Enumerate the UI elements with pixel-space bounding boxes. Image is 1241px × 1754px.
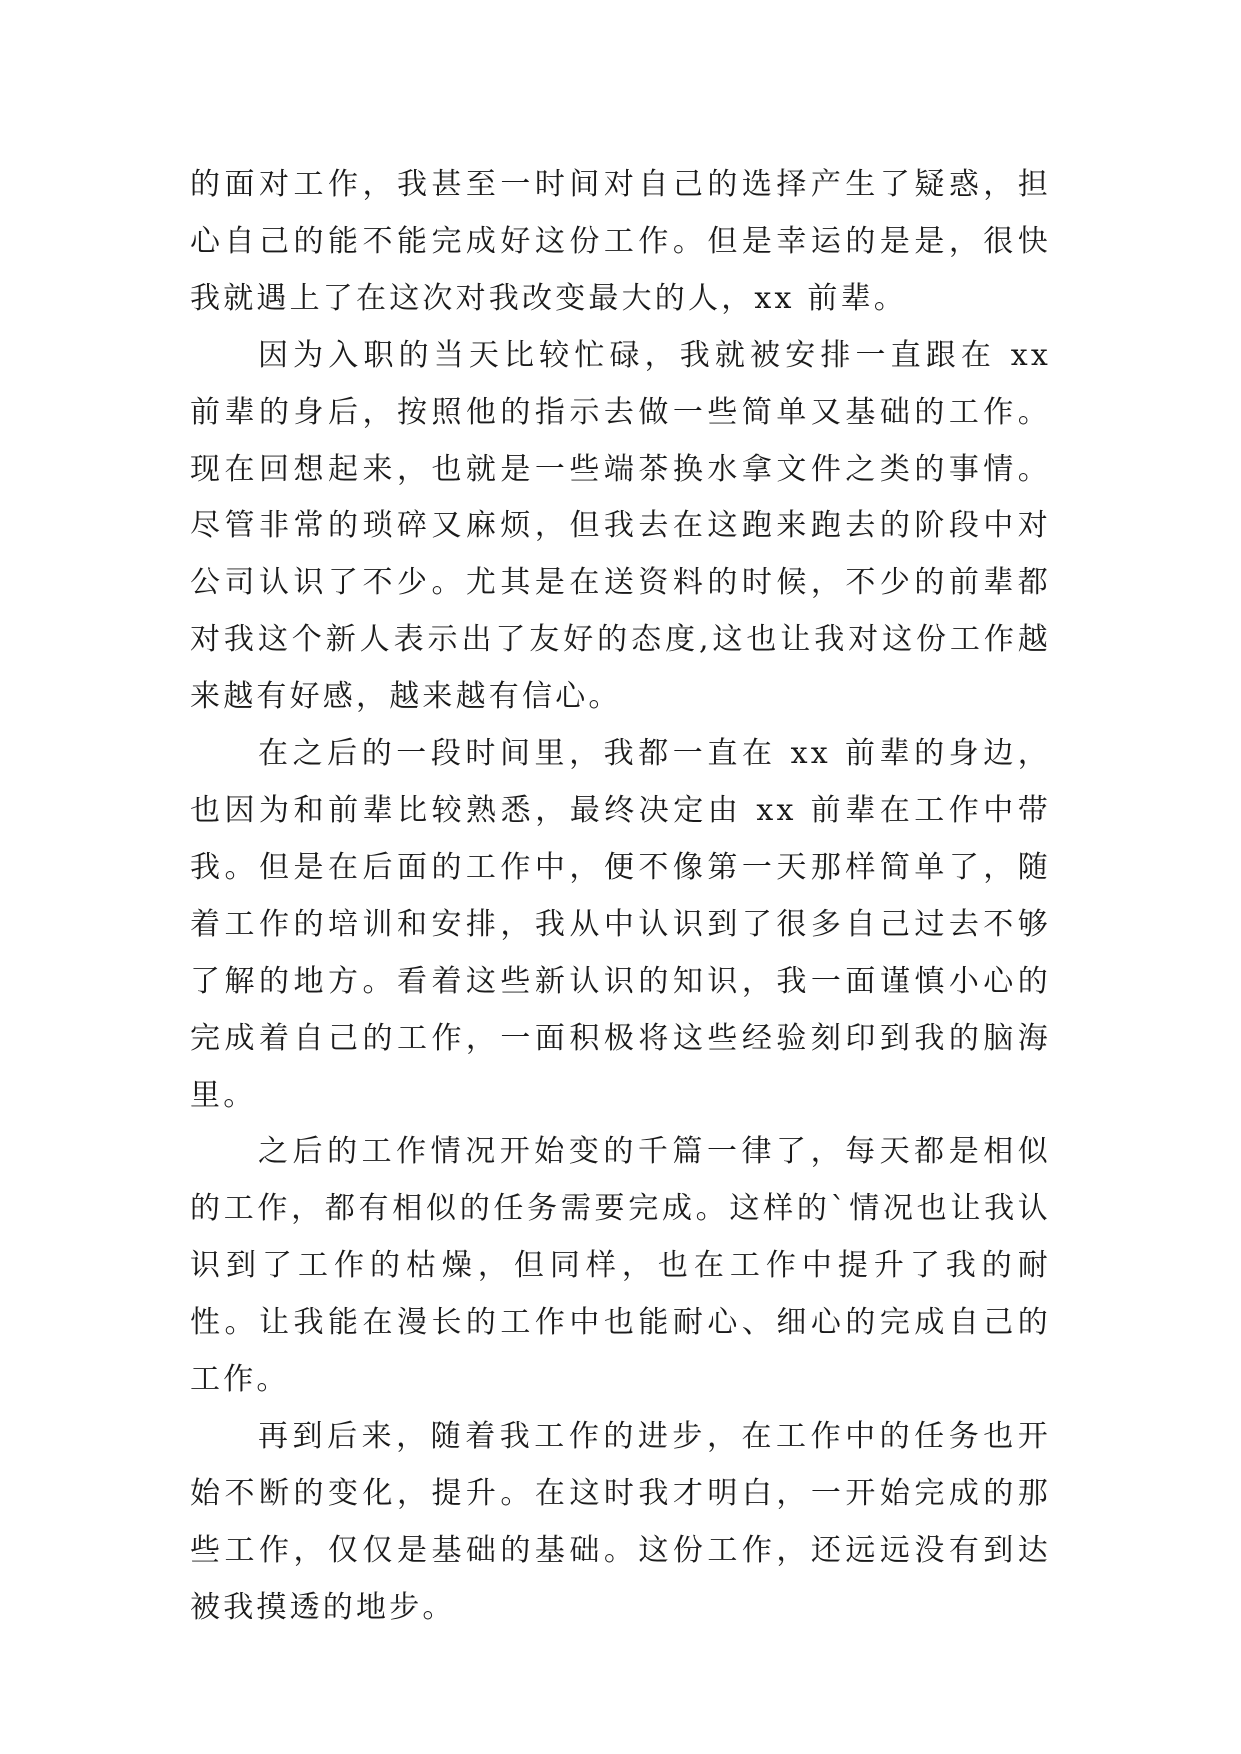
document-body xyxy=(190,157,1051,1637)
paragraph-3: 在之后的一段时间里，我都一直在 xx 前辈的身边，也因为和前辈比较熟悉，最终决定由 xx 前辈在工作中带我。但是在后面的工作中，便不像第一天那样简单了，随着工作的培训和安排，我从中认识到了很多自己过去不够了解的地方。看着这些新认识的知识，我一面谨慎小心的完成着自己的工作，一面积极将这些经验刻印到我的脑海里。 xyxy=(190,736,1051,1113)
paragraph-2: 因为入职的当天比较忙碌，我就被安排一直跟在 xx 前辈的身后，按照他的指示去做一些简单又基础的工作。现在回想起来，也就是一些端茶换水拿文件之类的事情。尽管非常的琐碎又麻烦，但我去在这跑来跑去的阶段中对公司认识了不少。尤其是在送资料的时候，不少的前辈都对我这个新人表示出了友好的态度,这也让我对这份工作越来越有好感，越来越有信心。 xyxy=(190,337,1051,715)
paragraph-5: 再到后来，随着我工作的进步，在工作中的任务也开始不断的变化，提升。在这时我才明白，一开始完成的那些工作，仅仅是基础的基础。这份工作，还远远没有到达被我摸透的地步。 xyxy=(190,1418,1051,1625)
paragraph-4: 之后的工作情况开始变的千篇一律了，每天都是相似的工作，都有相似的任务需要完成。这样的`情况也让我认识到了工作的枯燥，但同样，也在工作中提升了我的耐性。让我能在漫长的工作中也能耐心、细心的完成自己的工作。 xyxy=(190,1134,1051,1398)
paragraph-1: 的面对工作，我甚至一时间对自己的选择产生了疑惑，担心自己的能不能完成好这份工作。但是幸运的是是，很快我就遇上了在这次对我改变最大的人，xx 前辈。 xyxy=(190,167,1051,316)
